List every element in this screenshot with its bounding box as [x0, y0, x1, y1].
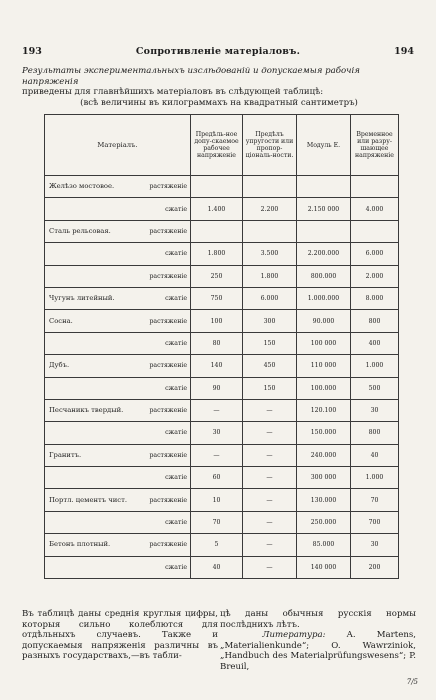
material-cell: Чугунъ литейный. [45, 287, 131, 309]
ultimate-stress-cell [351, 220, 399, 242]
elastic-limit-cell: — [243, 489, 297, 511]
table-row [45, 489, 399, 511]
elastic-limit-cell: 300 [243, 310, 297, 332]
load-kind-cell: растяженіе [131, 265, 191, 287]
ultimate-stress-cell: 6.000 [351, 243, 399, 265]
table-row [45, 220, 399, 242]
elastic-limit-cell [243, 220, 297, 242]
material-cell: Сталь рельсовая. [45, 220, 131, 242]
modulus-cell: 2.200.000 [297, 243, 351, 265]
table-row [45, 310, 399, 332]
modulus-cell: 300 000 [297, 467, 351, 489]
body-text-right [220, 609, 416, 672]
material-properties-table [44, 114, 399, 579]
ultimate-stress-cell: 800 [351, 310, 399, 332]
load-kind-cell: растяженіе [131, 399, 191, 421]
elastic-limit-cell: 2.200 [243, 198, 297, 220]
load-kind-cell: сжатіе [131, 198, 191, 220]
elastic-limit-cell [243, 176, 297, 198]
modulus-cell: 140 000 [297, 556, 351, 578]
working-stress-cell: 250 [191, 265, 243, 287]
elastic-limit-cell: — [243, 511, 297, 533]
modulus-cell [297, 176, 351, 198]
ultimate-stress-cell: 700 [351, 511, 399, 533]
elastic-limit-cell: — [243, 444, 297, 466]
table-row [45, 534, 399, 556]
material-cell [45, 198, 131, 220]
working-stress-cell: 1.800 [191, 243, 243, 265]
elastic-limit-cell: 150 [243, 377, 297, 399]
ultimate-stress-cell: 500 [351, 377, 399, 399]
material-cell [45, 243, 131, 265]
ultimate-stress-cell: 2.000 [351, 265, 399, 287]
material-cell: Дубъ. [45, 355, 131, 377]
load-kind-cell: сжатіе [131, 467, 191, 489]
working-stress-cell: 5 [191, 534, 243, 556]
working-stress-cell: 1.400 [191, 198, 243, 220]
table-row [45, 377, 399, 399]
table-row [45, 467, 399, 489]
table-row [45, 265, 399, 287]
load-kind-cell: растяженіе [131, 444, 191, 466]
load-kind-cell: растяженіе [131, 310, 191, 332]
modulus-cell: 120.100 [297, 399, 351, 421]
working-stress-cell: 10 [191, 489, 243, 511]
body-text-right-intro: цѣ даны обычныя русскія нормы послѣднихъ лѣтъ. [220, 609, 416, 630]
table-row [45, 243, 399, 265]
load-kind-cell: растяженіе [131, 176, 191, 198]
modulus-cell: 250.000 [297, 511, 351, 533]
elastic-limit-cell: — [243, 399, 297, 421]
working-stress-cell: — [191, 399, 243, 421]
material-cell [45, 556, 131, 578]
working-stress-cell: 90 [191, 377, 243, 399]
working-stress-cell: — [191, 444, 243, 466]
material-cell: Бетонъ плотный. [45, 534, 131, 556]
elastic-limit-cell: 1.800 [243, 265, 297, 287]
modulus-cell: 130.000 [297, 489, 351, 511]
table-body [45, 176, 399, 579]
working-stress-cell: 70 [191, 511, 243, 533]
modulus-cell: 90.000 [297, 310, 351, 332]
elastic-limit-cell: — [243, 556, 297, 578]
load-kind-cell: растяженіе [131, 355, 191, 377]
ultimate-stress-cell: 400 [351, 332, 399, 354]
table-intro [22, 66, 416, 108]
load-kind-cell: сжатіе [131, 287, 191, 309]
header-modulus: Модуль Е. [297, 115, 351, 176]
table-row [45, 332, 399, 354]
page-number-right: 194 [394, 46, 414, 57]
ultimate-stress-cell: 1.000 [351, 355, 399, 377]
table-row [45, 176, 399, 198]
literature-label: Литература: [262, 630, 326, 640]
load-kind-cell: сжатіе [131, 332, 191, 354]
working-stress-cell [191, 176, 243, 198]
working-stress-cell [191, 220, 243, 242]
modulus-cell: 2.150 000 [297, 198, 351, 220]
table-row [45, 399, 399, 421]
table-row [45, 198, 399, 220]
ultimate-stress-cell: 70 [351, 489, 399, 511]
table-row [45, 556, 399, 578]
page-number-left: 193 [22, 46, 42, 57]
ultimate-stress-cell: 40 [351, 444, 399, 466]
load-kind-cell: растяженіе [131, 220, 191, 242]
elastic-limit-cell: — [243, 422, 297, 444]
elastic-limit-cell: 6.000 [243, 287, 297, 309]
elastic-limit-cell: — [243, 467, 297, 489]
material-cell: Песчаникъ твердый. [45, 399, 131, 421]
modulus-cell: 100.000 [297, 377, 351, 399]
modulus-cell: 85.000 [297, 534, 351, 556]
header-working-stress: Предѣль-ное допу-скаемое рабочее напряженіе [191, 115, 243, 176]
load-kind-cell: сжатіе [131, 377, 191, 399]
header-ultimate-stress: Временное или разру-шающее напряженіе [351, 115, 399, 176]
table-row [45, 444, 399, 466]
working-stress-cell: 750 [191, 287, 243, 309]
modulus-cell: 800.000 [297, 265, 351, 287]
footnote-mark: 7/5 [406, 678, 418, 686]
ultimate-stress-cell: 1.000 [351, 467, 399, 489]
ultimate-stress-cell: 30 [351, 399, 399, 421]
table-row [45, 422, 399, 444]
working-stress-cell: 140 [191, 355, 243, 377]
table-header-row [45, 115, 399, 176]
modulus-cell: 110 000 [297, 355, 351, 377]
elastic-limit-cell: 150 [243, 332, 297, 354]
page-title: Сопротивленіе матеріаловъ. [135, 46, 301, 57]
modulus-cell [297, 220, 351, 242]
body-text-left: Въ таблицѣ даны среднія круглыя цифры, которыя сильно колеблются для отдѣльныхъ случаевъ. Также и допускаемыя напряженія различны въ разныхъ государствахъ,—въ табли- [22, 609, 218, 661]
intro-line-3: (всѣ величины въ килограммахъ на квадратный сантиметръ) [80, 97, 358, 108]
ultimate-stress-cell: 8.000 [351, 287, 399, 309]
table-row [45, 511, 399, 533]
intro-line-2: приведены для главнѣйшихъ матеріаловъ въ слѣдующей таблицѣ: [22, 87, 324, 97]
material-cell [45, 511, 131, 533]
working-stress-cell: 60 [191, 467, 243, 489]
material-cell: Сосна. [45, 310, 131, 332]
material-cell [45, 467, 131, 489]
working-stress-cell: 80 [191, 332, 243, 354]
material-cell: Портл. цементъ чист. [45, 489, 131, 511]
elastic-limit-cell: — [243, 534, 297, 556]
header-material: Матеріалъ. [45, 115, 191, 176]
load-kind-cell: сжатіе [131, 511, 191, 533]
load-kind-cell: растяженіе [131, 534, 191, 556]
intro-line-1: Результаты экспериментальныхъ изслѣдованій и допускаемыя рабочія напряженія [22, 66, 360, 87]
material-cell: Гранитъ. [45, 444, 131, 466]
material-cell [45, 422, 131, 444]
header-elastic-limit: Предѣлъ упругости или пропор-ціональ-ности. [243, 115, 297, 176]
ultimate-stress-cell: 800 [351, 422, 399, 444]
ultimate-stress-cell: 200 [351, 556, 399, 578]
modulus-cell: 1.000.000 [297, 287, 351, 309]
load-kind-cell: сжатіе [131, 243, 191, 265]
modulus-cell: 150.000 [297, 422, 351, 444]
ultimate-stress-cell: 30 [351, 534, 399, 556]
working-stress-cell: 40 [191, 556, 243, 578]
working-stress-cell: 30 [191, 422, 243, 444]
load-kind-cell: сжатіе [131, 556, 191, 578]
elastic-limit-cell: 3.500 [243, 243, 297, 265]
material-cell: Желѣзо мостовое. [45, 176, 131, 198]
load-kind-cell: сжатіе [131, 422, 191, 444]
material-cell [45, 377, 131, 399]
table-row [45, 355, 399, 377]
modulus-cell: 240.000 [297, 444, 351, 466]
table-row [45, 287, 399, 309]
material-cell [45, 332, 131, 354]
modulus-cell: 100 000 [297, 332, 351, 354]
material-cell [45, 265, 131, 287]
ultimate-stress-cell: 4.000 [351, 198, 399, 220]
load-kind-cell: растяженіе [131, 489, 191, 511]
elastic-limit-cell: 450 [243, 355, 297, 377]
running-head [22, 46, 414, 60]
literature-text: A. Martens, „Materialienkunde“; O. Wawrziniok, „Handbuch des Materialprüfungswesens“; P. Breuil, [220, 630, 416, 672]
working-stress-cell: 100 [191, 310, 243, 332]
ultimate-stress-cell [351, 176, 399, 198]
